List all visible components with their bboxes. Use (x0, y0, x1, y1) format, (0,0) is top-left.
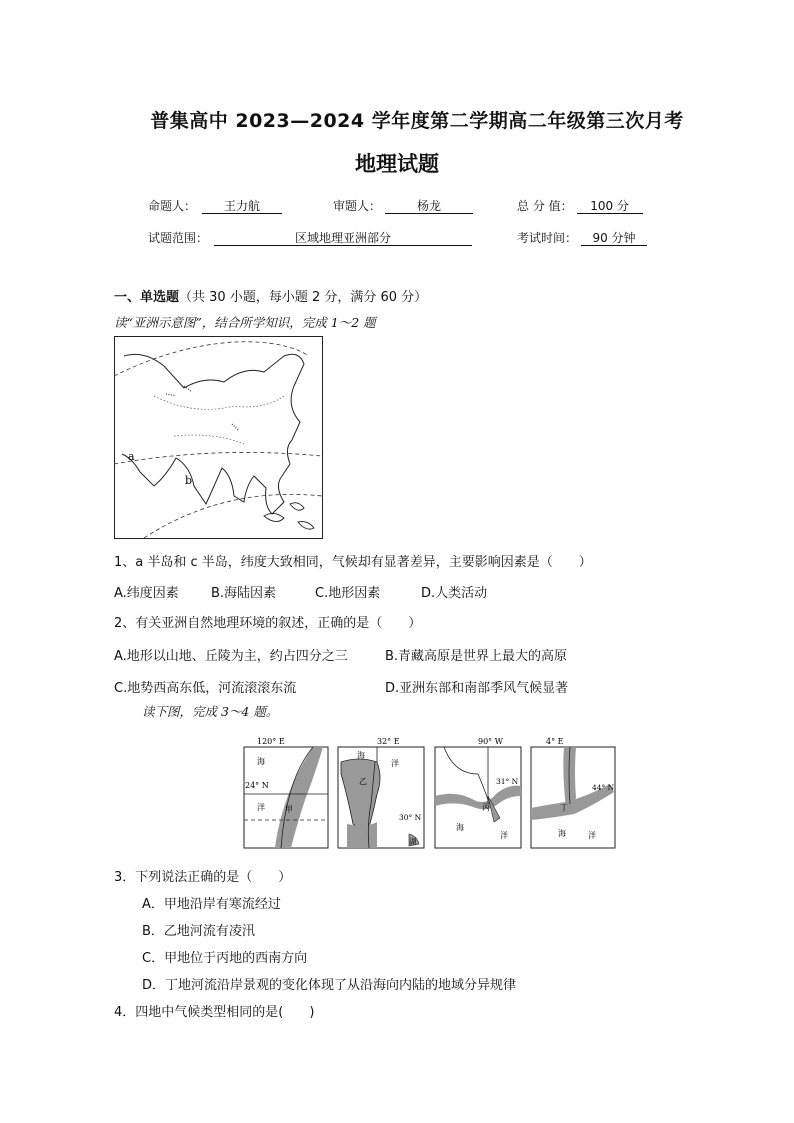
q1-option-d: D.人类活动 (421, 586, 488, 601)
panel-yi-lon: 32° E (377, 737, 400, 746)
section-heading-note: （共 30 小题，每小题 2 分，满分 60 分） (179, 290, 428, 305)
q2-option-b: B.青藏高原是世界上最大的高原 (385, 649, 568, 664)
score-label: 总 分 值： (517, 199, 573, 213)
scope-label: 试题范围： (148, 231, 209, 245)
q4-stem: 4．四地中气候类型相同的是( ) (114, 1005, 315, 1020)
panel-yi-yang: 洋 (391, 759, 399, 768)
q1-stem: 1、a 半岛和 c 半岛，纬度大致相同，气候却有显著差异，主要影响因素是（ ） (114, 555, 592, 570)
panel-ding-lat: 44° N (592, 783, 615, 792)
subject-title: 地理试题 (355, 152, 439, 176)
panel-jia-lat: 24° N (245, 781, 269, 790)
intro-q3-4: 读下图，完成 3～4 题。 (142, 704, 279, 719)
score-value: 100 分 (577, 199, 643, 214)
score-field (517, 197, 643, 214)
panel-yi-hai: 海 (357, 751, 365, 760)
panel-ding-lon: 4° E (546, 737, 564, 746)
q3-option-b: B．乙地河流有凌汛 (142, 924, 255, 939)
panel-bing-hai: 海 (456, 823, 464, 832)
panel-bing-yang: 洋 (500, 831, 508, 840)
panel-yi (337, 734, 427, 850)
reviewer-label: 审题人： (333, 199, 382, 213)
q1-option-c: C.地形因素 (315, 586, 381, 601)
time-value: 90 分钟 (581, 231, 647, 246)
time-field (517, 229, 647, 246)
reviewer-field (333, 197, 473, 214)
panel-jia-place: 甲 (285, 805, 293, 814)
q1-option-b: B.海陆因素 (211, 586, 277, 601)
q2-stem: 2、有关亚洲自然地理环境的叙述，正确的是（ ） (114, 616, 422, 631)
q2-option-d: D.亚洲东部和南部季风气候显著 (385, 681, 569, 696)
panel-ding-hai: 海 (558, 829, 566, 838)
section-heading-label: 一、单选题 (114, 290, 180, 305)
reviewer-value: 杨龙 (385, 199, 473, 214)
panel-yi-lake: 湖 (409, 837, 417, 846)
panel-jia (243, 734, 331, 850)
panel-ding (530, 734, 618, 850)
panel-jia-yang: 洋 (257, 803, 265, 812)
asia-map (114, 336, 324, 540)
panel-yi-lat: 30° N (399, 813, 422, 822)
exam-title: 普集高中 2023—2024 学年度第二学期高二年级第三次月考 (150, 110, 684, 132)
intro-q1-2: 读“亚洲示意图”，结合所学知识，完成 1～2 题 (114, 315, 376, 330)
section-heading (114, 286, 427, 305)
panel-bing-lon: 90° W (478, 737, 503, 746)
panel-bing (434, 734, 524, 850)
panel-bing-place: 丙 (482, 803, 490, 812)
time-label: 考试时间： (517, 231, 578, 245)
setter-value: 王力航 (202, 199, 282, 214)
panel-jia-lon: 120° E (257, 737, 285, 746)
setter-label: 命题人： (148, 199, 197, 213)
q3-option-a: A．甲地沿岸有寒流经过 (142, 897, 281, 912)
panel-ding-place: 丁 (560, 803, 568, 812)
setter-field (148, 197, 282, 214)
q3-option-c: C．甲地位于丙地的西南方向 (142, 951, 308, 966)
panel-bing-lat: 31° N (496, 777, 519, 786)
panel-ding-yang: 洋 (588, 831, 596, 840)
asia-map-label-a: a (128, 450, 135, 463)
scope-field (148, 229, 472, 246)
panel-yi-place: 乙 (359, 777, 367, 786)
q2-option-c: C.地势西高东低，河流滚滚东流 (114, 681, 297, 696)
q1-option-a: A.纬度因素 (114, 586, 179, 601)
asia-map-label-b: b (185, 474, 193, 487)
q2-option-a: A.地形以山地、丘陵为主，约占四分之三 (114, 649, 348, 664)
scope-value: 区域地理亚洲部分 (214, 231, 472, 246)
q3-stem: 3．下列说法正确的是（ ） (114, 870, 292, 885)
panel-jia-hai: 海 (257, 757, 265, 766)
q3-option-d: D．丁地河流沿岸景观的变化体现了从沿海向内陆的地域分异规律 (142, 978, 517, 993)
